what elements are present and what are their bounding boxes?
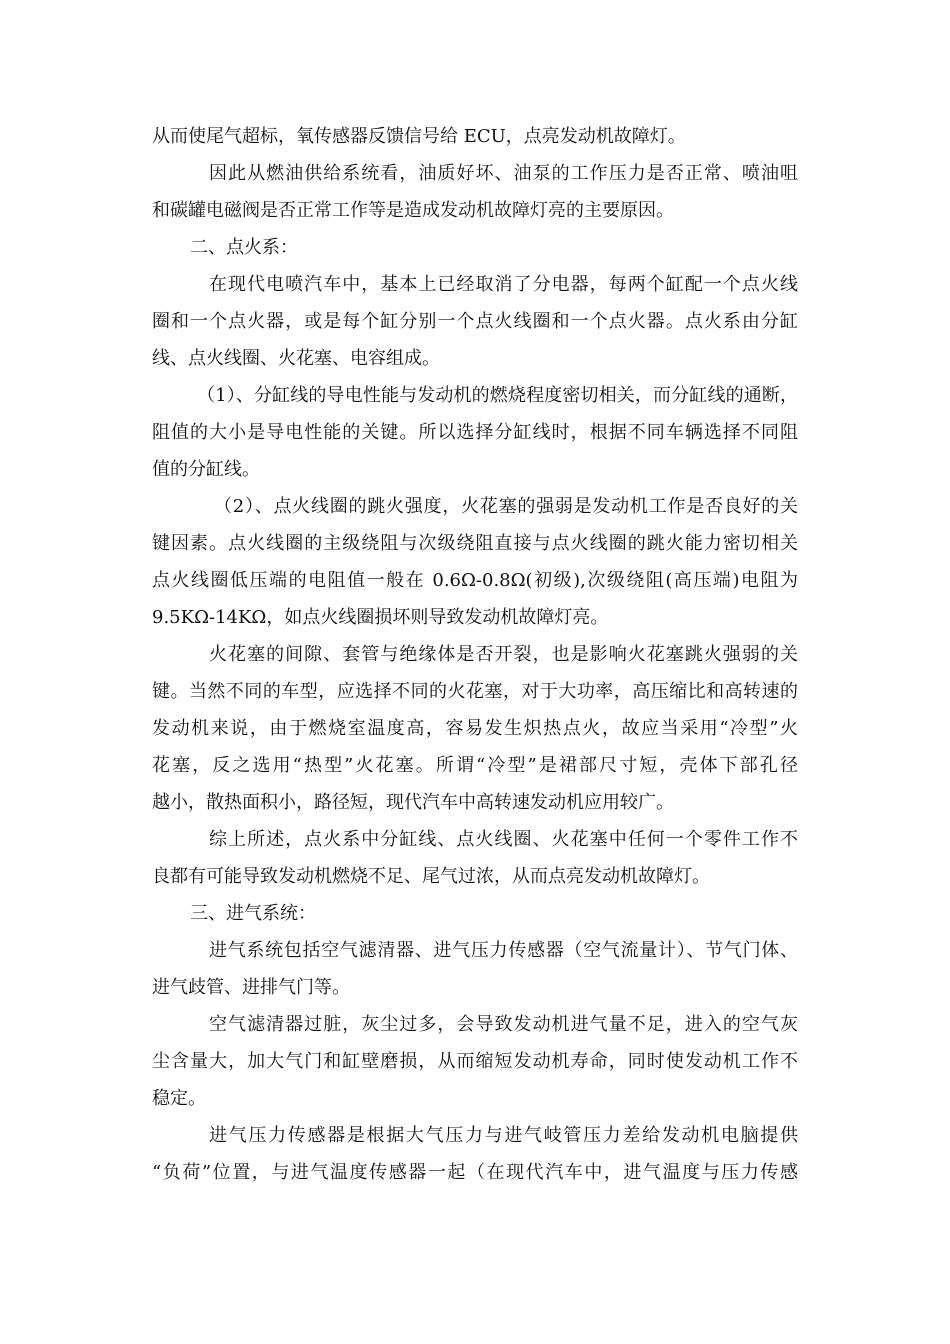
text-line: （2）、点火线圈的跳火强度，火花塞的强弱是发动机工作是否良好的关 [214, 496, 798, 517]
text-line: 9.5KΩ-14KΩ，如点火线圈损坏则导致发动机故障灯亮。 [152, 607, 609, 628]
text-line: 线、点火线圈、火花塞、电容组成。 [152, 348, 440, 369]
text-line: 空气滤清器过脏，灰尘过多，会导致发动机进气量不足，进入的空气灰 [209, 1014, 798, 1035]
text-line: 进气压力传感器是根据大气压力与进气岐管压力差给发动机电脑提供 [209, 1125, 798, 1146]
text-line: 发动机来说，由于燃烧室温度高，容易发生炽热点火，故应当采用“冷型”火 [152, 718, 798, 739]
text-line: 点火线圈低压端的电阻值一般在 0.6Ω-0.8Ω(初级),次级绕阻(高压端)电阻为 [152, 570, 798, 591]
text-line: 阻值的大小是导电性能的关键。所以选择分缸线时，根据不同车辆选择不同阻 [152, 422, 798, 443]
text-line: 尘含量大，加大气门和缸壁磨损，从而缩短发动机寿命，同时使发动机工作不 [152, 1051, 798, 1072]
text-line: 在现代电喷汽车中，基本上已经取消了分电器，每两个缸配一个点火线 [209, 274, 798, 295]
text-line: 稳定。 [152, 1088, 206, 1109]
text-line: 花塞，反之选用“热型”火花塞。所谓“冷型”是裙部尺寸短，壳体下部孔径 [152, 755, 798, 776]
text-line: （1）、分缸线的导电性能与发动机的燃烧程度密切相关，而分缸线的通断， [197, 385, 798, 406]
text-line: 值的分缸线。 [152, 459, 260, 480]
text-line: 进气系统包括空气滤清器、进气压力传感器（空气流量计）、节气门体、 [209, 940, 798, 961]
text-line: 综上所述，点火系中分缸线、点火线圈、火花塞中任何一个零件工作不 [209, 829, 798, 850]
text-line: 进气歧管、进排气门等。 [152, 977, 350, 998]
text-line: 因此从燃油供给系统看，油质好坏、油泵的工作压力是否正常、喷油咀 [209, 163, 798, 184]
document-body [152, 118, 798, 1191]
text-line: 良都有可能导致发动机燃烧不足、尾气过浓，从而点亮发动机故障灯。 [152, 866, 710, 887]
section-heading: 二、点火系： [190, 237, 298, 258]
text-line: 从而使尾气超标，氧传感器反馈信号给 ECU，点亮发动机故障灯。 [152, 126, 686, 147]
text-line: “负荷”位置，与进气温度传感器一起（在现代汽车中，进气温度与压力传感 [152, 1162, 798, 1183]
text-line: 圈和一个点火器，或是每个缸分别一个点火线圈和一个点火器。点火系由分缸 [152, 311, 798, 332]
section-heading: 三、进气系统： [190, 903, 316, 924]
text-line: 越小，散热面积小，路径短，现代汽车中高转速发动机应用较广。 [152, 792, 674, 813]
text-line: 键因素。点火线圈的主级绕阻与次级绕阻直接与点火线圈的跳火能力密切相关 [152, 533, 798, 554]
text-line: 火花塞的间隙、套管与绝缘体是否开裂，也是影响火花塞跳火强弱的关 [209, 644, 798, 665]
text-line: 键。当然不同的车型，应选择不同的火花塞，对于大功率，高压缩比和高转速的 [152, 681, 798, 702]
text-line: 和碳罐电磁阀是否正常工作等是造成发动机故障灯亮的主要原因。 [152, 200, 674, 221]
